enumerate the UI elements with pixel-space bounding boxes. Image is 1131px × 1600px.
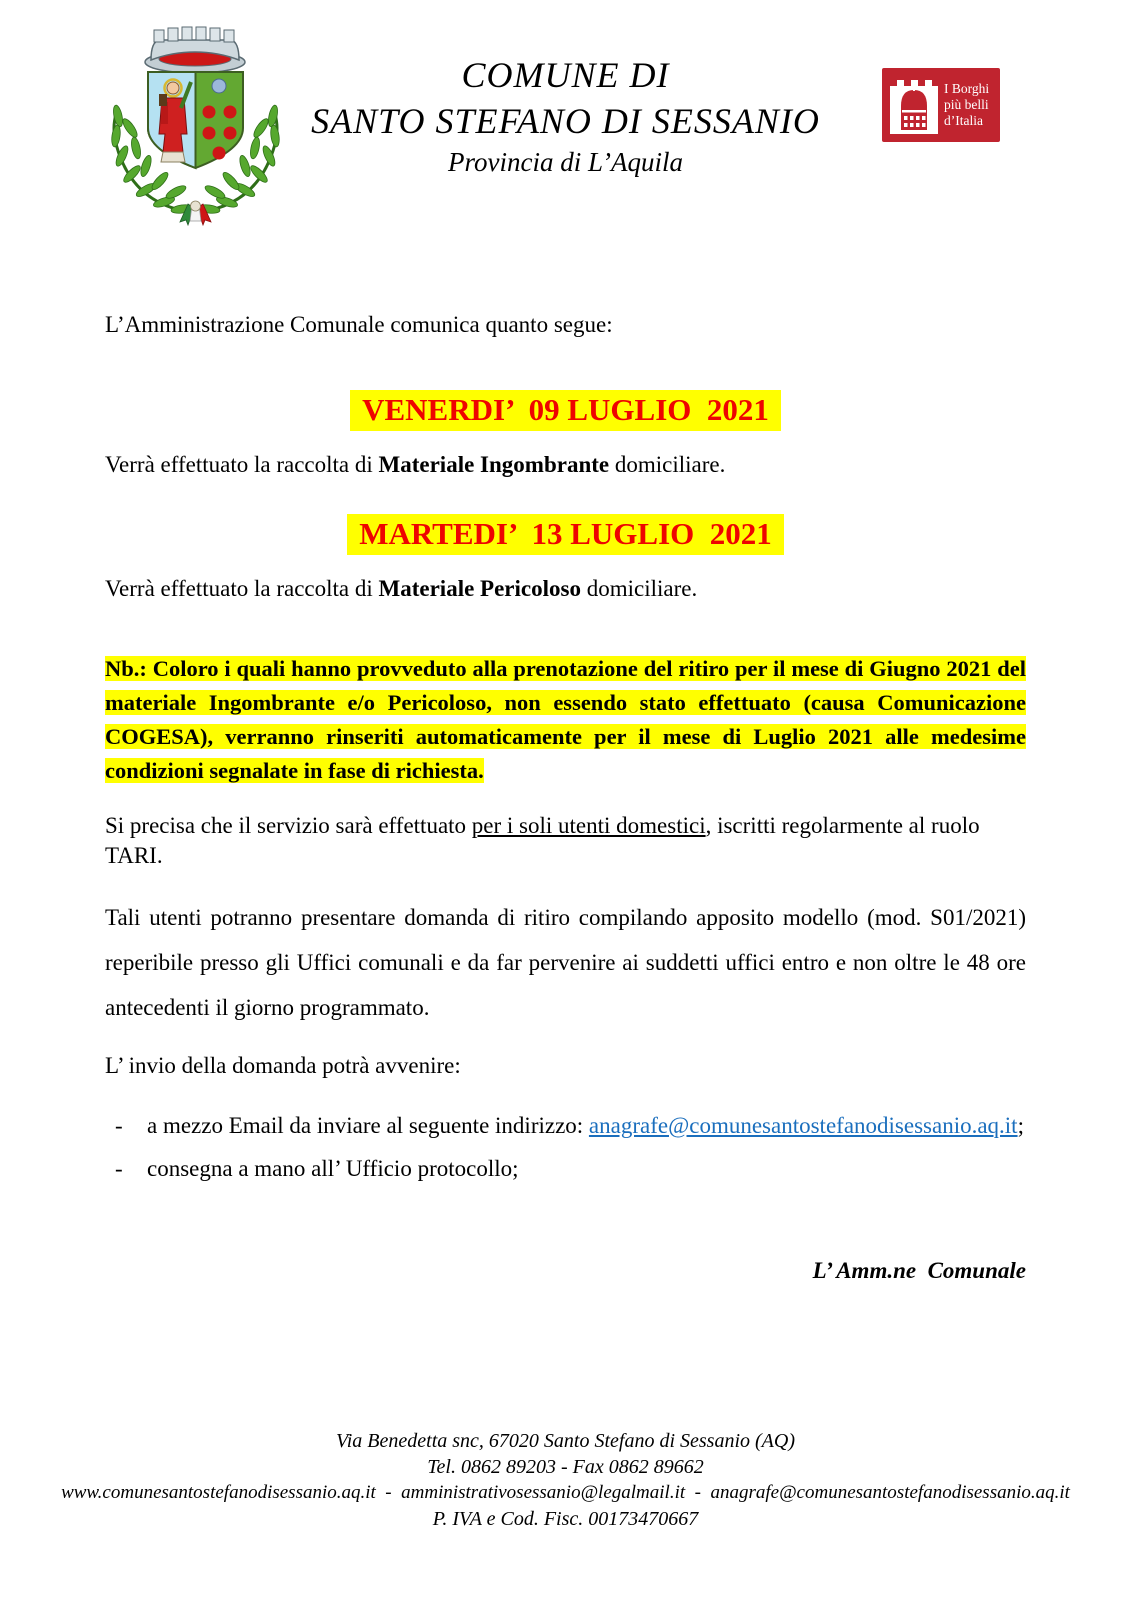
signature-line: L’ Amm.ne Comunale	[812, 1257, 1026, 1283]
tali-utenti-paragraph: Tali utenti potranno presentare domanda di ritiro compilando apposito modello (mod. S01/2021) reperibile presso gli Uffici comunali e da far pervenire ai suddetti uffici entro e non oltre le 48 ore antecedenti il giorno programmato.	[105, 904, 1026, 1020]
intro-paragraph: L’Amministrazione Comunale comunica quanto segue:	[105, 312, 613, 337]
footer-phone-fax: Tel. 0862 89203 - Fax 0862 89662	[427, 1456, 704, 1478]
footer-address: Via Benedetta snc, 67020 Santo Stefano di Sessanio (AQ)	[336, 1430, 795, 1452]
email-link[interactable]: anagrafe@comunesantostefanodisessanio.aq.it	[588, 1112, 1018, 1138]
collection-2-suffix: domiciliare.	[580, 576, 698, 601]
collection-2-prefix: Verrà effettuato la raccolta di	[105, 576, 379, 601]
castle-icon	[890, 80, 938, 134]
precisa-paragraph	[105, 811, 1026, 871]
collection-paragraph-2	[105, 576, 1026, 602]
collection-2-material: Materiale Pericoloso	[378, 576, 581, 601]
email-option-suffix: ;	[1017, 1112, 1024, 1138]
date-heading-1-wrap	[105, 390, 1026, 431]
nota-bene-highlighted-text: Nb.: Coloro i quali hanno provveduto alla prenotazione del ritiro per il mese di Giugno 2021 del materiale Ingombrante e/o Pericoloso, non essendo stato effettuato (causa Comunicazione COGESA), verranno rinseriti automaticamente per il mese di Luglio 2021 alle medesime condizioni segnalate in fase di richiesta.	[105, 656, 1026, 783]
footer-web-emails: www.comunesantostefanodisessanio.aq.it - amministrativosessanio@legalmail.it - anagrafe@comunesantostefanodisessanio.aq.it	[61, 1482, 1070, 1503]
list-item-hand-delivery-text: consegna a mano all’ Ufficio protocollo;	[147, 1155, 519, 1181]
collection-1-prefix: Verrà effettuato la raccolta di	[105, 452, 379, 477]
dash-bullet-icon: -	[115, 1155, 123, 1181]
submission-options-list	[105, 1113, 1026, 1182]
date-heading-martedi: MARTEDI’ 13 LUGLIO 2021	[347, 514, 784, 555]
date-heading-venerdi: VENERDI’ 09 LUGLIO 2021	[350, 390, 781, 431]
list-item-hand-delivery	[105, 1156, 1026, 1182]
collection-1-material: Materiale Ingombrante	[378, 452, 610, 477]
comune-title-line: COMUNE DI	[461, 55, 670, 95]
borghi-logo-text-line1: I Borghi	[944, 81, 990, 96]
invio-paragraph: L’ invio della domanda potrà avvenire:	[105, 1052, 461, 1078]
province-line: Provincia di L’Aquila	[448, 147, 683, 177]
borghi-piu-belli-logo	[882, 68, 1000, 142]
borghi-logo-text-line3: d’Italia	[944, 113, 983, 128]
list-item-email	[105, 1113, 1026, 1139]
borghi-logo-text-line2: più belli	[944, 97, 989, 112]
collection-1-suffix: domiciliare.	[609, 452, 726, 477]
footer-piva: P. IVA e Cod. Fisc. 00173470667	[432, 1508, 699, 1530]
date-heading-2-wrap	[105, 514, 1026, 555]
list-item-email-text	[147, 1113, 1026, 1139]
nota-bene-paragraph	[105, 652, 1026, 788]
comune-name-line: SANTO STEFANO DI SESSANIO	[311, 101, 820, 141]
dash-bullet-icon: -	[115, 1112, 123, 1138]
precisa-underlined: per i soli utenti domestici	[471, 812, 706, 838]
precisa-prefix: Si precisa che il servizio sarà effettuato	[105, 812, 472, 838]
precisa-suffix: , iscritti regolarmente al ruolo TARI.	[105, 812, 980, 868]
document-footer	[0, 1428, 1131, 1532]
document-body	[105, 300, 1026, 1307]
email-option-prefix: a mezzo Email da inviare al seguente indirizzo:	[147, 1112, 589, 1138]
collection-paragraph-1	[105, 452, 1026, 478]
